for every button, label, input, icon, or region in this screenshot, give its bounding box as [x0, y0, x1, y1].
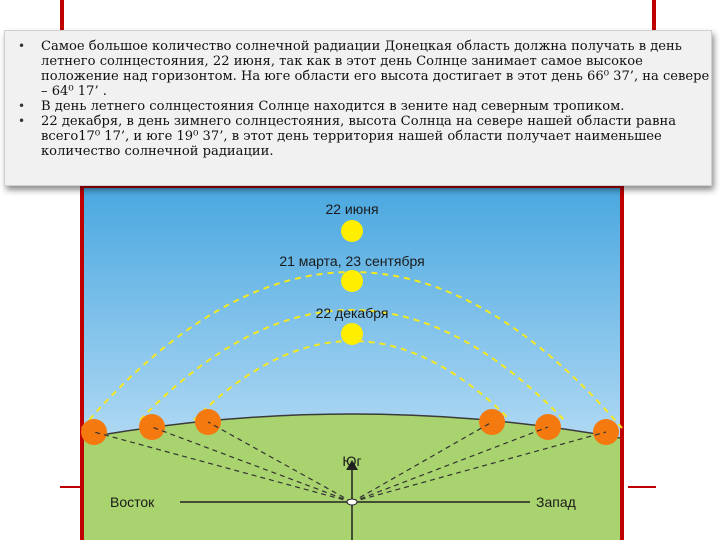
label-west: Запад — [536, 494, 576, 510]
bullet-list — [15, 39, 711, 159]
top-banner-inner — [64, 0, 652, 30]
bullet-summer-solstice-radiation: • Самое большое количество солнечной радиации Донецкая область должна получать в день летнего солнцестояния, 22 июня, так как в этот день Солнце занимает самое высокое положение над горизонтом. На юге области его высота достигает в этот день 66⁰ 37’, на севере – 64⁰ 17’ . — [15, 39, 711, 99]
observer-marker — [347, 499, 357, 505]
sun-summer-noon — [341, 220, 363, 242]
sun-equinox-noon — [341, 270, 363, 292]
label-south: Юг — [342, 453, 362, 469]
label-equinox: 21 марта, 23 сентября — [279, 253, 425, 269]
bullet-winter-solstice-radiation: • 22 декабря, в день зимнего солнцестояния, высота Солнца на севере нашей области равна всего17⁰ 17’, и юге 19⁰ 37’, в этот день территория нашей области получает наименьшее количество солнечной радиации. — [15, 114, 711, 159]
label-east: Восток — [110, 494, 155, 510]
horizon-sun-summer-east — [81, 419, 107, 445]
decorative-rule-right — [628, 486, 656, 488]
label-winter-solstice: 22 декабря — [315, 305, 389, 321]
text-box — [4, 30, 712, 186]
label-summer-solstice: 22 июня — [325, 201, 379, 217]
bullet-zenith-tropic: • В день летнего солнцестояния Солнце находится в зените над северным тропиком. — [15, 99, 711, 114]
horizon-sun-equinox-east — [139, 414, 165, 440]
sun-path-diagram — [80, 176, 624, 540]
horizon-sun-winter-west — [479, 409, 505, 435]
sun-winter-noon — [341, 323, 363, 345]
